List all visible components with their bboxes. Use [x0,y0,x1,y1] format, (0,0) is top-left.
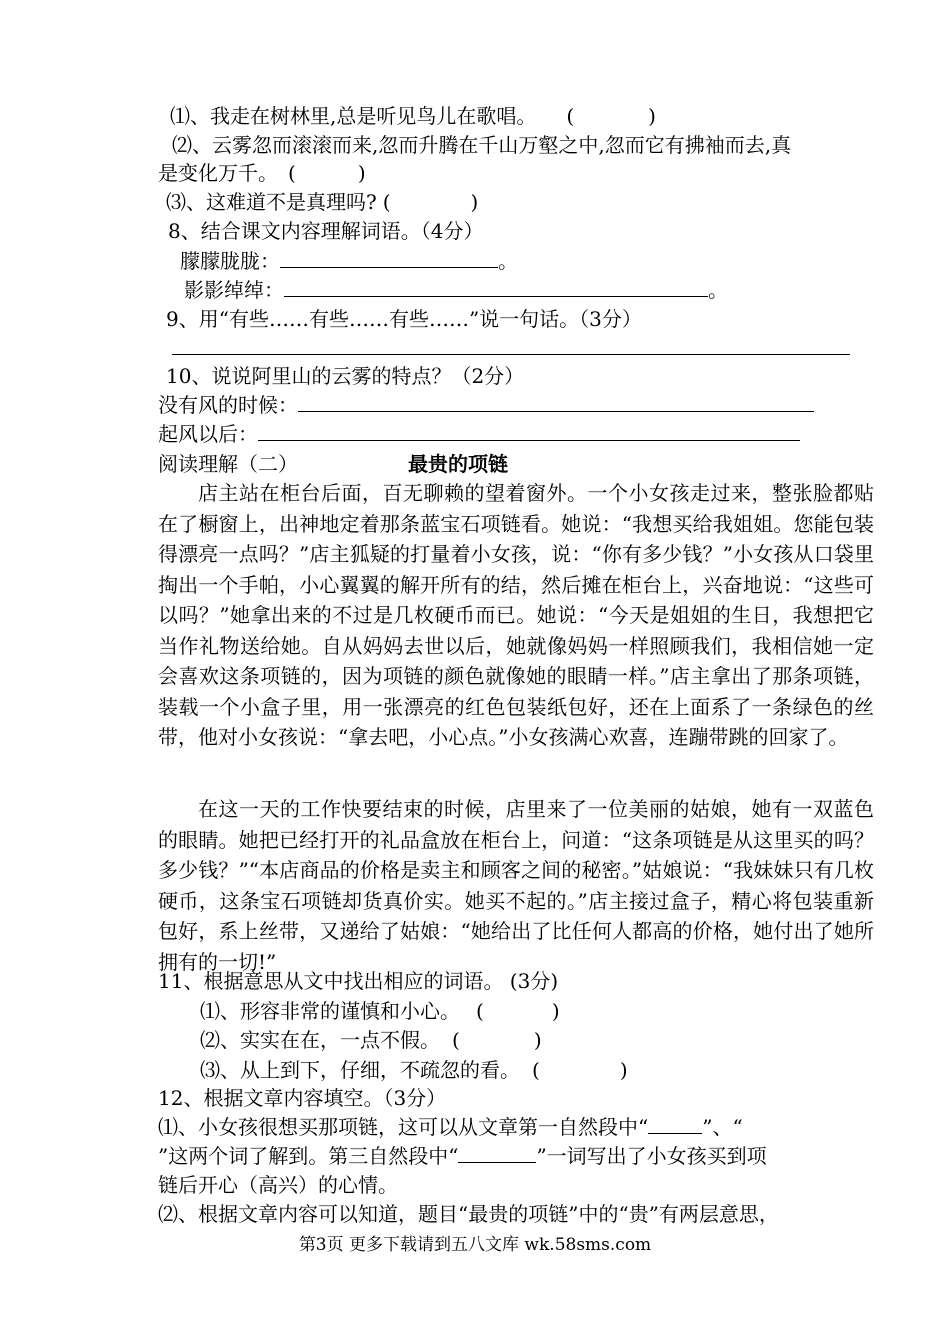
q8-word-1: 朦朦胧胧： 。 [180,249,518,273]
q7-item-3: ⑶、这难道不是真理吗? ( ) [166,190,479,214]
q9-answer-line[interactable] [172,334,850,362]
answer-blank[interactable] [284,276,708,297]
answer-blank[interactable] [458,1142,536,1163]
answer-blank[interactable] [172,334,850,355]
reading-label: 阅读理解（二） [158,452,298,476]
answer-blank[interactable] [280,247,498,268]
q11-item-1: ⑴、形容非常的谨慎和小心。 ( ) [200,999,560,1023]
q10-line-2: 起风以后： [158,420,800,448]
q7-item-1: ⑴、我走在树林里,总是听见鸟儿在歌唱。 ( ) [170,104,656,128]
reading-title: 最贵的项链 [408,452,508,476]
reading-header [158,450,298,478]
page-footer: 第3页 更多下载请到五八文库 wk.58sms.com [298,1235,652,1255]
q12-line-3: 链后开心（高兴）的心情。 [158,1173,398,1197]
q12-title: 12、根据文章内容填空。（3分） [158,1086,447,1110]
answer-blank[interactable] [460,1027,534,1047]
q7-item-2-cont: 是变化万千。 ( ) [158,161,366,185]
q8-title: 8、结合课文内容理解词语。（4分） [168,219,484,243]
answer-blank[interactable] [484,998,552,1018]
q11-item-2: ⑵、实实在在，一点不假。 ( ) [200,1028,542,1052]
q12-line-1: ⑴、小女孩很想买那项链，这可以从文章第一自然段中“ ”、“ [158,1115,743,1139]
answer-blank[interactable] [258,420,800,441]
q12-line-2: ”这两个词了解到。第三自然段中“ ”一词写出了小女孩买到项 [158,1144,767,1168]
q9-title: 9、用“有些……有些……有些……”说一句话。（3分） [166,307,642,331]
q12-line-4: ⑵、根据文章内容可以知道，题目“最贵的项链”中的“贵”有两层意思， [158,1202,779,1226]
q11-item-3: ⑶、从上到下，仔细，不疏忽的看。 ( ) [200,1058,628,1082]
q10-line-1: 没有风的时候： [158,391,814,419]
q10-title: 10、说说阿里山的云雾的特点？（2分） [166,364,525,388]
answer-blank[interactable] [296,160,358,180]
answer-blank[interactable] [574,103,648,123]
answer-blank[interactable] [391,189,471,209]
q8-word-2: 影影绰绰： 。 [184,278,728,302]
reading-paragraph-2: 在这一天的工作快要结束的时候，店里来了一位美丽的姑娘，她有一双蓝色的眼睛。她把已经打开的礼品盒放在柜台上，问道：“这条项链是从这里买的吗？多少钱？”“本店商品的价格是卖主和顾客之间的秘密。”姑娘说：“我妹妹只有几枚硬币，这条宝石项链却货真价实。她买不起的。”店主接过盒子，精心将包装重新包好，系上丝带，又递给了姑娘：“她给出了比任何人都高的价格，她付出了她所拥有的一切!” [158,797,874,974]
q11-title: 11、根据意思从文中找出相应的词语。 (3分) [158,969,559,993]
reading-paragraph-1: 店主站在柜台后面，百无聊赖的望着窗外。一个小女孩走过来，整张脸都贴在了橱窗上，出神地定着那条蓝宝石项链看。她说：“我想买给我姐姐。您能包装得漂亮一点吗？”店主狐疑的打量着小女孩，说：“你有多少钱？”小女孩从口袋里掏出一个手帕，小心翼翼的解开所有的结，然后摊在柜台上，兴奋地说：“这些可以吗？”她拿出来的不过是几枚硬币而已。她说：“今天是姐姐的生日，我想把它当作礼物送给她。自从妈妈去世以后，她就像妈妈一样照顾我们，我相信她一定会喜欢这条项链的，因为项链的颜色就像她的眼睛一样。”店主拿出了那条项链，装载一个小盒子里，用一张漂亮的红色包装纸包好，还在上面系了一条绿色的丝带，他对小女孩说：“拿去吧，小心点。”小女孩满心欢喜，连蹦带跳的回家了。 [158,481,874,749]
answer-blank[interactable] [298,391,814,412]
answer-blank[interactable] [540,1057,620,1077]
answer-blank[interactable] [648,1113,702,1134]
q7-item-2: ⑵、云雾忽而滚滚而来,忽而升腾在千山万壑之中,忽而它有拂袖而去,真 [172,133,792,157]
